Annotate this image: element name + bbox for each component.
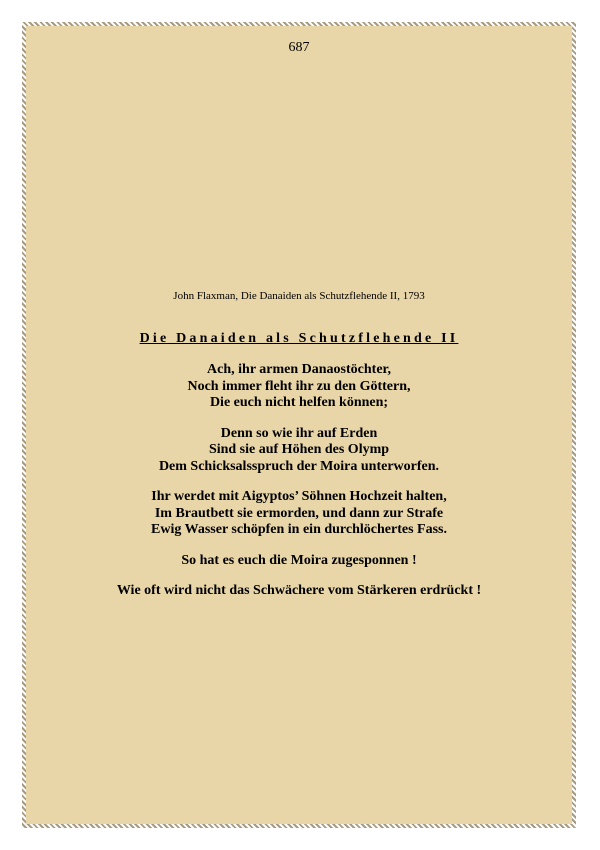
poem-line: Noch immer fleht ihr zu den Göttern, [187,378,411,394]
stanza [26,583,572,600]
page [22,22,576,828]
poem-body [26,362,572,614]
poem-title: Die Danaiden als Schutzflehende II [139,331,459,346]
poem-line: Ihr werdet mit Aigyptos’ Söhnen Hochzeit halten, [151,489,447,504]
poem-line: Ewig Wasser schöpfen in ein durchlöchertes Fass. [151,522,447,537]
stanza [26,362,572,412]
poem-line: Wie oft wird nicht das Schwächere vom Stärkeren erdrückt ! [116,583,482,598]
stanza [26,426,572,476]
page-number: 687 [288,40,310,55]
poem-line: Im Brautbett sie ermorden, und dann zur Strafe [154,505,444,521]
poem-line: Ach, ihr armen Danaostöchter, [207,362,391,377]
poem-line: Denn so wie ihr auf Erden [220,425,378,441]
stanza [26,489,572,539]
poem-line: Sind sie auf Höhen des Olymp [208,442,390,457]
poem-line: Dem Schicksalsspruch der Moira unterworfen. [158,458,440,474]
poem-line: So hat es euch die Moira zugesponnen ! [181,552,417,568]
image-caption: John Flaxman, Die Danaiden als Schutzflehende II, 1793 [173,290,425,302]
poem-line: Die euch nicht helfen können; [209,395,389,410]
stanza [26,553,572,570]
